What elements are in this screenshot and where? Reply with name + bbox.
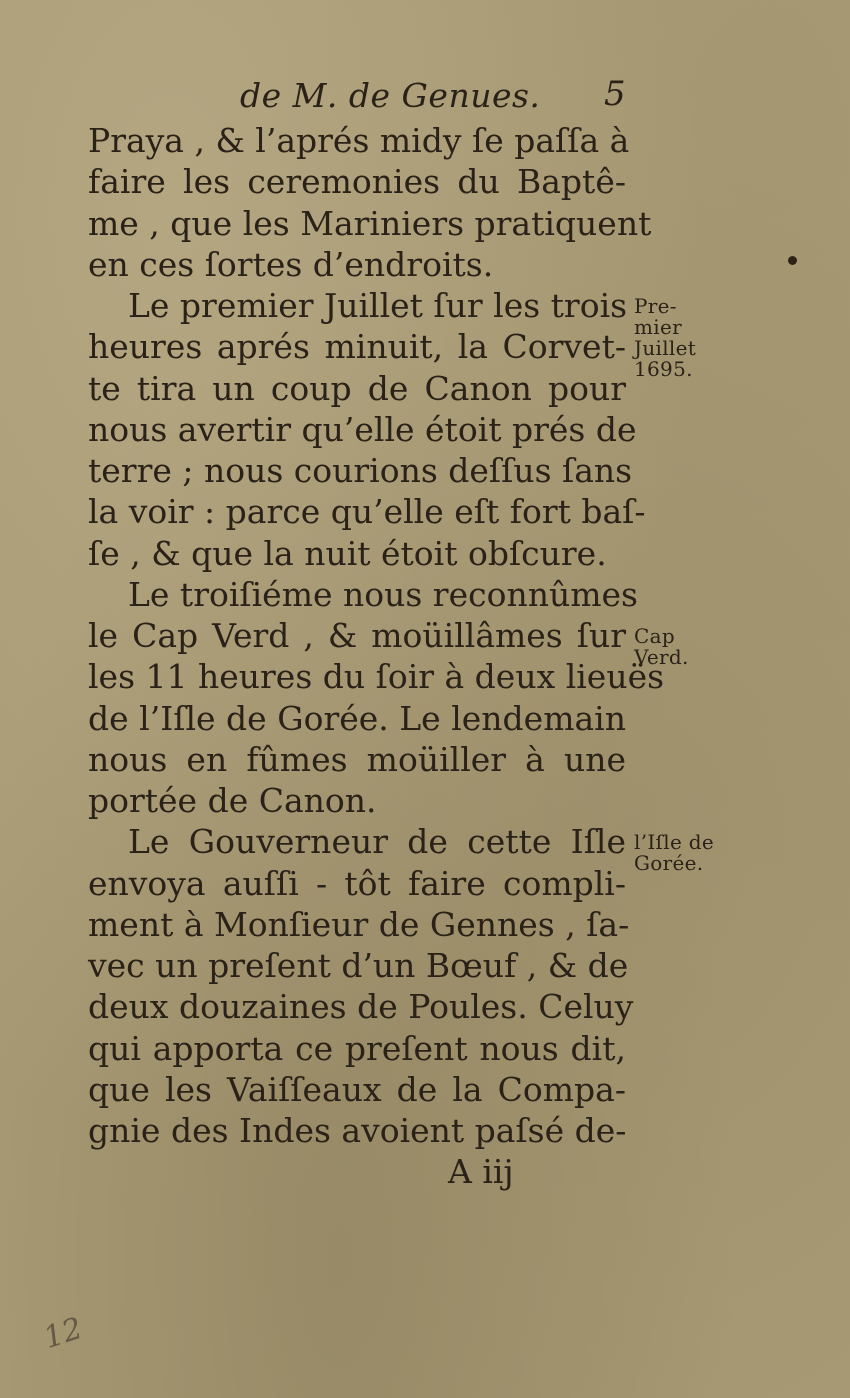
text-line: te tira un coup de Canon pour: [88, 368, 626, 408]
text-line: qui apporta ce preſent nous dit,: [88, 1028, 626, 1068]
margin-note-line: l’Iſle de: [634, 830, 714, 854]
text-line: ſe , & que la nuit étoit obſcure.: [88, 533, 607, 573]
text-line: nous en fûmes moüiller à une: [88, 739, 626, 779]
text-line: la voir : parce qu’elle eſt fort baſ-: [88, 492, 646, 532]
text-line: terre ; nous courions deſſus ſans: [88, 451, 633, 490]
text-line: nous avertir qu’elle étoit prés de: [88, 409, 637, 449]
text-line: Le troiſiéme nous reconnûmes: [128, 574, 638, 614]
text-line: Le Gouverneur de cette Iſle: [128, 822, 626, 862]
pencil-annotation: 12: [39, 1310, 87, 1357]
margin-note-line: 1695.: [634, 357, 693, 381]
text-line: faire les ceremonies du Baptê-: [88, 162, 626, 202]
page-number: 5: [604, 74, 626, 114]
text-line: en ces ſortes d’endroits.: [88, 244, 494, 284]
running-head: de M. de Genues.: [240, 76, 541, 115]
text-line: deux douzaines de Poules. Celuy: [88, 987, 634, 1027]
text-line: heures aprés minuit, la Corvet-: [88, 327, 626, 367]
margin-note-line: Cap: [634, 624, 675, 648]
margin-note-line: Juillet: [634, 336, 697, 360]
text-line: envoya auſſi - tôt faire compli-: [88, 863, 626, 903]
margin-note-isle-de-goree: [634, 832, 714, 874]
text-line: vec un preſent d’un Bœuf , & de: [88, 946, 629, 985]
text-line: les 11 heures du ſoir à deux lieuës: [88, 657, 665, 697]
margin-note-line: Pre-: [634, 294, 677, 318]
ink-blot: [788, 256, 797, 265]
signature-catchword: A iij: [448, 1152, 514, 1191]
text-line: Le premier Juillet ſur les trois: [128, 286, 628, 325]
text-line: que les Vaiſſeaux de la Compa-: [88, 1069, 626, 1109]
margin-note-line: Gorée.: [634, 851, 704, 875]
text-line: Praya , & l’aprés midy ſe paſſa à: [88, 121, 630, 160]
text-line: le Cap Verd , & moüillâmes ſur: [88, 616, 626, 655]
text-line: ment à Monſieur de Gennes , ſa-: [88, 904, 630, 944]
margin-note-premier-juillet: [634, 296, 696, 380]
text-line: gnie des Indes avoient paſsé de-: [88, 1111, 627, 1150]
text-line: me , que les Mariniers pratiquent: [88, 203, 652, 243]
margin-note-line: mier: [634, 315, 682, 339]
margin-note-cap-verd: [634, 626, 689, 668]
margin-note-line: Verd.: [634, 645, 689, 669]
text-line: portée de Canon.: [88, 781, 377, 820]
text-line: de l’Iſle de Gorée. Le lendemain: [88, 698, 626, 738]
